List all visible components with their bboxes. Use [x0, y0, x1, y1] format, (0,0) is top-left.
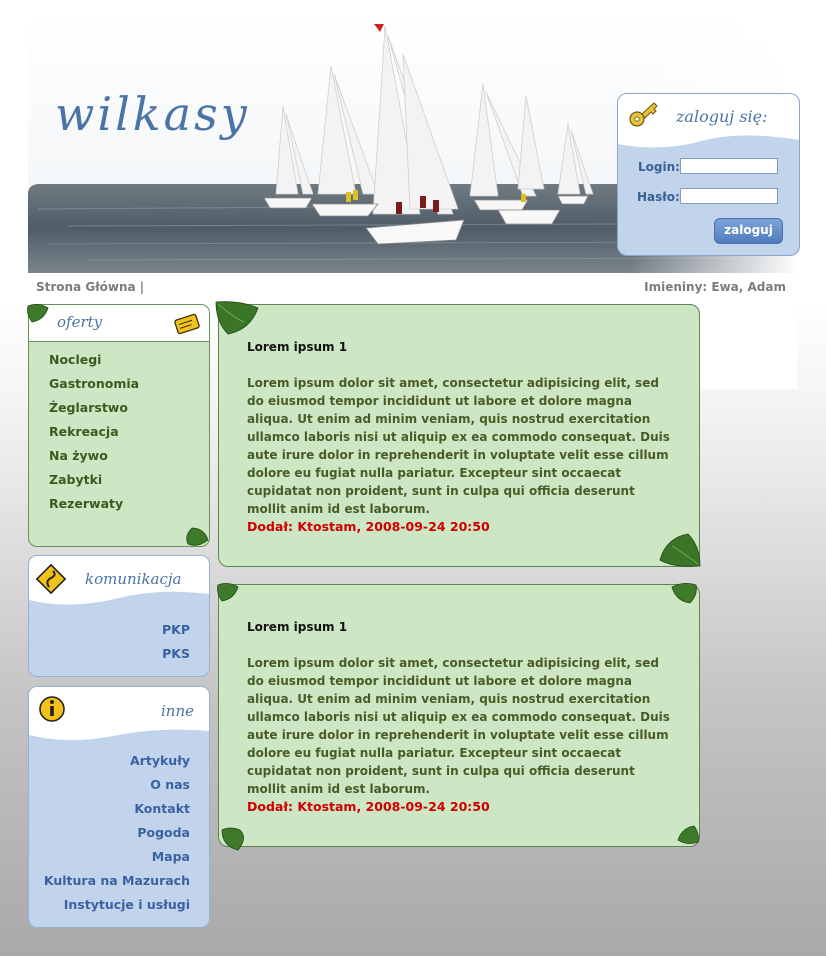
transport-box: [28, 555, 210, 677]
offers-box: [28, 304, 210, 547]
menu-item-instytucje[interactable]: Instytucje i usługi: [63, 897, 190, 912]
home-link[interactable]: Strona Główna |: [36, 280, 145, 294]
news-post: [218, 584, 700, 847]
menu-item-pogoda[interactable]: Pogoda: [137, 825, 190, 840]
login-input[interactable]: [680, 158, 778, 174]
menu-item-rekreacja[interactable]: Rekreacja: [49, 424, 119, 439]
menu-item-zabytki[interactable]: Zabytki: [49, 472, 103, 487]
password-input[interactable]: [680, 188, 778, 204]
menu-item-noclegi[interactable]: Noclegi: [49, 352, 102, 367]
offers-title: oferty: [57, 313, 103, 331]
post-body: Lorem ipsum dolor sit amet, consectetur adipisicing elit, sed do eiusmod tempor incididunt ut labore et dolore magna aliqua. Ut enim ad minim veniam, quis nostrud exercitation ullamco laboris nisi ut aliquip ex ea commodo consequat. Duis aute irure dolor in reprehenderit in voluptate velit esse cillum dolore eu fugiat nulla pariatur. Excepteur sint occaecat cupidatat non proident, sunt in culpa qui officia deserunt mollit anim id est laborum.: [247, 376, 670, 516]
leaf-icon: [214, 300, 260, 336]
menu-item-kontakt[interactable]: Kontakt: [134, 801, 190, 816]
menu-item-pkp[interactable]: PKP: [161, 622, 190, 637]
menu-item-rezerwaty[interactable]: Rezerwaty: [49, 496, 124, 511]
menu-item-artykuly[interactable]: Artykuły: [130, 753, 190, 768]
leaf-icon: [668, 581, 698, 605]
menu-item-zeglarstwo[interactable]: Żeglarstwo: [49, 400, 128, 415]
menu-item-kultura[interactable]: Kultura na Mazurach: [43, 873, 190, 888]
menu-item-na-zywo[interactable]: Na żywo: [49, 448, 108, 463]
leaf-icon: [184, 526, 210, 548]
transport-box-header: [29, 556, 209, 616]
post-title: Lorem ipsum 1: [247, 340, 348, 354]
side-panel-blank: [700, 305, 797, 389]
nameday-text: Imieniny: Ewa, Adam: [644, 280, 786, 294]
post-author-date: Dodał: Ktostam, 2008-09-24 20:50: [247, 519, 490, 534]
svg-text:zaloguj się:: zaloguj się:: [676, 107, 768, 126]
login-label: Login:: [638, 160, 680, 174]
other-box-header: [29, 687, 209, 747]
menu-item-mapa[interactable]: Mapa: [151, 849, 190, 864]
notebook-icon: [173, 312, 201, 336]
leaf-icon: [216, 581, 242, 603]
info-icon: [40, 697, 64, 721]
post-author-date: Dodał: Ktostam, 2008-09-24 20:50: [247, 799, 490, 814]
login-panel: [617, 93, 800, 256]
menu-item-o-nas[interactable]: O nas: [150, 777, 190, 792]
leaf-icon: [676, 824, 700, 846]
svg-text:wilkasy: wilkasy: [55, 87, 250, 141]
login-panel-header: [618, 94, 799, 156]
menu-item-pks[interactable]: PKS: [162, 646, 190, 661]
password-label: Hasło:: [637, 190, 680, 204]
news-post: [218, 304, 700, 567]
leaf-icon: [218, 826, 250, 852]
leaf-icon: [658, 532, 702, 568]
post-body: Lorem ipsum dolor sit amet, consectetur adipisicing elit, sed do eiusmod tempor incididunt ut labore et dolore magna aliqua. Ut enim ad minim veniam, quis nostrud exercitation ullamco laboris nisi ut aliquip ex ea commodo consequat. Duis aute irure dolor in reprehenderit in voluptate velit esse cillum dolore eu fugiat nulla pariatur. Excepteur sint occaecat cupidatat non proident, sunt in culpa qui officia deserunt mollit anim id est laborum.: [247, 656, 670, 796]
site-logo[interactable]: [55, 70, 255, 150]
svg-text:inne: inne: [161, 702, 194, 720]
other-box: [28, 686, 210, 928]
login-button[interactable]: zaloguj: [714, 218, 783, 244]
menu-item-gastronomia[interactable]: Gastronomia: [49, 376, 140, 391]
offers-box-header: [29, 305, 209, 342]
post-title: Lorem ipsum 1: [247, 620, 348, 634]
svg-text:komunikacja: komunikacja: [85, 570, 182, 588]
leaf-icon: [26, 302, 52, 324]
